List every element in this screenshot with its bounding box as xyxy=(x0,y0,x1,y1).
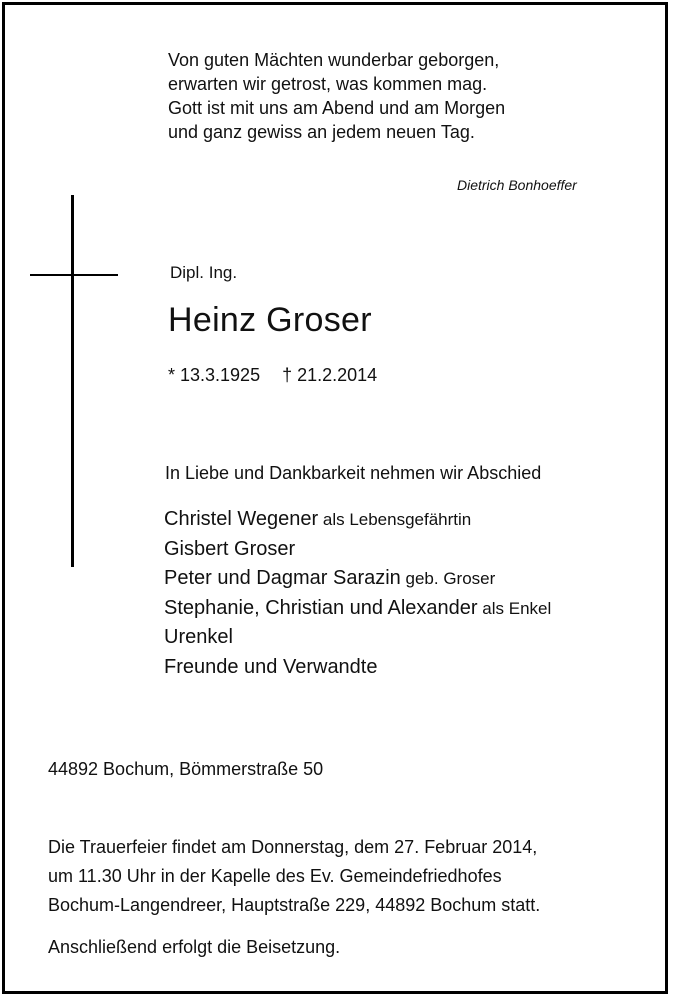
address-text: 44892 Bochum, Bömmerstraße 50 xyxy=(48,759,324,779)
burial-note: Anschließend erfolgt die Beisetzung. xyxy=(48,937,341,957)
service-line: Die Trauerfeier findet am Donnerstag, dem 27. Februar 2014, xyxy=(48,837,538,857)
mourner-row xyxy=(164,505,551,535)
mourner-row xyxy=(164,623,551,653)
obituary-frame xyxy=(2,2,668,994)
cross-horizontal-bar xyxy=(30,274,118,276)
mourner-relation: als Enkel xyxy=(477,598,552,618)
cross-vertical-bar xyxy=(71,195,74,567)
death-date: † 21.2.2014 xyxy=(282,365,378,385)
mourner-name: Stephanie, Christian und Alexander xyxy=(164,596,478,619)
service-line: um 11.30 Uhr in der Kapelle des Ev. Gemeindefriedhofes xyxy=(48,866,502,886)
poem-line: und ganz gewiss an jedem neuen Tag. xyxy=(168,122,475,142)
poem-line: Von guten Mächten wunderbar geborgen, xyxy=(168,50,500,70)
service-info xyxy=(48,833,540,920)
mourner-name: Gisbert Groser xyxy=(164,537,296,560)
poem-author: Dietrich Bonhoeffer xyxy=(457,177,577,193)
birth-date: * 13.3.1925 xyxy=(168,365,261,385)
mourner-name: Urenkel xyxy=(164,626,233,648)
poem-line: Gott ist mit uns am Abend und am Morgen xyxy=(168,98,506,118)
deceased-title: Dipl. Ing. xyxy=(170,263,238,282)
mourner-relation: als Lebensgefährtin xyxy=(318,510,472,529)
mourner-relation: geb. Groser xyxy=(400,569,496,588)
mourner-row xyxy=(164,564,551,594)
deceased-name: Heinz Groser xyxy=(168,301,372,339)
poem-line: erwarten wir getrost, was kommen mag. xyxy=(168,74,488,94)
mourner-row xyxy=(164,594,551,624)
mourner-row xyxy=(164,653,551,683)
service-line: Bochum-Langendreer, Hauptstraße 229, 44892 Bochum statt. xyxy=(48,895,541,915)
mourner-row xyxy=(164,535,551,565)
poem-block xyxy=(168,48,505,144)
mourners-list xyxy=(164,505,551,682)
life-dates xyxy=(168,365,377,386)
mourner-name: Christel Wegener xyxy=(164,508,319,530)
mourner-name: Freunde und Verwandte xyxy=(164,655,378,678)
mourner-name: Peter und Dagmar Sarazin xyxy=(164,567,401,589)
farewell-text: In Liebe und Dankbarkeit nehmen wir Abschied xyxy=(165,463,542,483)
